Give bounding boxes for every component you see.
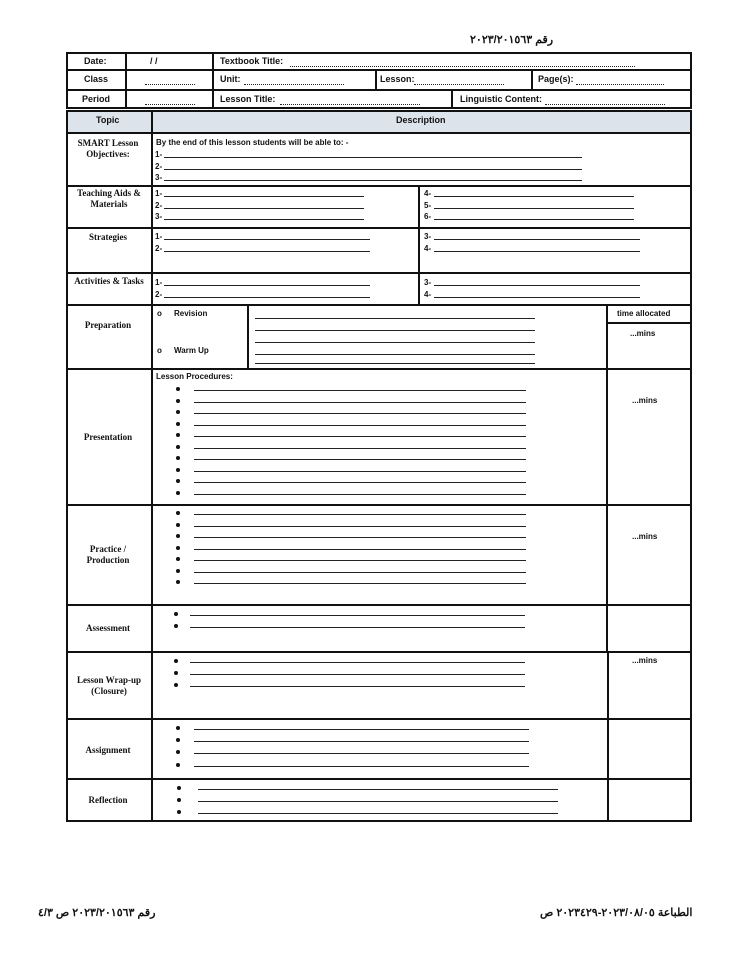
aid-line[interactable] <box>434 219 634 220</box>
bullet <box>176 468 180 472</box>
number-1: 1- <box>155 150 163 159</box>
class-label: Class <box>84 74 109 84</box>
aid-number: 1- <box>155 189 163 198</box>
strategy-line[interactable] <box>164 239 370 240</box>
activity-line[interactable] <box>164 297 370 298</box>
revision-radio[interactable]: o <box>157 309 162 318</box>
time-allocated-label: time allocated <box>617 309 671 318</box>
bullet <box>177 798 181 802</box>
presentation-line[interactable] <box>194 413 526 414</box>
bullet <box>176 422 180 426</box>
practice-line[interactable] <box>194 537 526 538</box>
warm-up-label: Warm Up <box>174 346 209 355</box>
preparation-line[interactable] <box>255 363 535 364</box>
objectives-intro: By the end of this lesson students will be able to: - <box>156 138 349 147</box>
objective-line[interactable] <box>164 157 582 158</box>
bullet <box>174 659 178 663</box>
practice-line[interactable] <box>194 583 526 584</box>
aid-line[interactable] <box>164 219 364 220</box>
bullet <box>176 456 180 460</box>
presentation-line[interactable] <box>194 471 526 472</box>
bullet <box>176 511 180 515</box>
reflection-line[interactable] <box>198 789 558 790</box>
strategies-label: Strategies <box>89 232 127 242</box>
warm-up-radio[interactable]: o <box>157 346 162 355</box>
smart-objectives-label: SMART Lesson Objectives: <box>77 138 139 159</box>
lesson-procedures-label: Lesson Procedures: <box>156 372 233 381</box>
bullet <box>174 612 178 616</box>
preparation-line[interactable] <box>255 354 535 355</box>
linguistic-content-field[interactable] <box>545 104 665 105</box>
practice-mins[interactable]: ...mins <box>632 532 658 541</box>
preparation-label: Preparation <box>84 320 132 330</box>
assessment-label: Assessment <box>86 623 130 633</box>
wrap-up-line[interactable] <box>190 674 525 675</box>
bullet <box>174 624 178 628</box>
reflection-line[interactable] <box>198 801 558 802</box>
bullet <box>176 763 180 767</box>
presentation-label: Presentation <box>83 432 133 442</box>
presentation-line[interactable] <box>194 390 526 391</box>
lesson-title-label: Lesson Title: <box>220 94 276 104</box>
topic-heading: Topic <box>96 115 120 125</box>
bullet <box>176 433 180 437</box>
bullet <box>176 479 180 483</box>
aid-line[interactable] <box>164 208 364 209</box>
description-heading: Description <box>396 115 446 125</box>
activities-label: Activities & Tasks <box>74 276 144 286</box>
footer-print-info: الطباعة ٢٠٢٣/٠٨/٠٥-٢٠٢٣٤٢٩ ص <box>540 907 693 919</box>
activity-number: 4- <box>424 290 432 299</box>
bullet <box>176 750 180 754</box>
activity-number: 2- <box>155 290 163 299</box>
aid-number: 2- <box>155 201 163 210</box>
reflection-line[interactable] <box>198 813 558 814</box>
presentation-line[interactable] <box>194 459 526 460</box>
aid-number: 4- <box>424 189 432 198</box>
strategy-number: 2- <box>155 244 163 253</box>
bullet <box>176 726 180 730</box>
bullet <box>176 557 180 561</box>
period-label: Period <box>82 94 111 104</box>
activity-number: 3- <box>424 278 432 287</box>
bullet <box>176 580 180 584</box>
bullet <box>176 534 180 538</box>
assignment-label: Assignment <box>85 745 131 755</box>
bullet <box>176 410 180 414</box>
teaching-aids-label: Teaching Aids & Materials <box>77 188 141 209</box>
wrap-up-line[interactable] <box>190 686 525 687</box>
period-field[interactable] <box>145 104 195 105</box>
practice-line[interactable] <box>194 572 526 573</box>
preparation-line[interactable] <box>255 342 535 343</box>
practice-line[interactable] <box>194 549 526 550</box>
preparation-line[interactable] <box>255 318 535 319</box>
bullet <box>176 523 180 527</box>
objective-line[interactable] <box>164 180 582 181</box>
bullet <box>176 738 180 742</box>
presentation-line[interactable] <box>194 402 526 403</box>
assignment-line[interactable] <box>194 729 529 730</box>
lesson-field[interactable] <box>414 84 504 85</box>
aid-number: 3- <box>155 212 163 221</box>
linguistic-content-label: Linguistic Content: <box>460 94 542 104</box>
objective-line[interactable] <box>164 169 582 170</box>
aid-number: 6- <box>424 212 432 221</box>
presentation-line[interactable] <box>194 425 526 426</box>
aid-line[interactable] <box>434 196 634 197</box>
textbook-title-label: Textbook Title: <box>220 56 284 66</box>
assignment-line[interactable] <box>194 766 529 767</box>
pages-label: Page(s): <box>538 74 574 84</box>
number-3: 3- <box>155 173 163 182</box>
date-value[interactable]: / / <box>150 56 158 66</box>
bullet <box>176 445 180 449</box>
activity-number: 1- <box>155 278 163 287</box>
presentation-line[interactable] <box>194 494 526 495</box>
practice-line[interactable] <box>194 526 526 527</box>
wrap-up-line[interactable] <box>190 662 525 663</box>
aid-number: 5- <box>424 201 432 210</box>
textbook-title-field[interactable] <box>290 66 635 67</box>
lesson-label: Lesson: <box>380 74 415 84</box>
aid-line[interactable] <box>164 196 364 197</box>
unit-field[interactable] <box>244 84 344 85</box>
activity-line[interactable] <box>434 285 640 286</box>
strategy-number: 3- <box>424 232 432 241</box>
header-fields <box>66 52 692 109</box>
assessment-line[interactable] <box>190 615 525 616</box>
wrap-up-label: Lesson Wrap-up (Closure) <box>77 675 141 696</box>
strategy-line[interactable] <box>434 251 640 252</box>
wrap-up-mins[interactable]: ...mins <box>632 656 658 665</box>
aid-line[interactable] <box>434 208 634 209</box>
strategy-number: 4- <box>424 244 432 253</box>
practice-production-label: Practice / Production <box>86 544 130 565</box>
activity-line[interactable] <box>434 297 640 298</box>
bullet <box>177 786 181 790</box>
strategy-line[interactable] <box>164 251 370 252</box>
preparation-mins[interactable]: ...mins <box>630 329 656 338</box>
presentation-line[interactable] <box>194 482 526 483</box>
footer-reference: رقم ٢٠٢٣/٢٠١٥٦٣ ص ٤/٣ <box>38 907 156 919</box>
date-label: Date: <box>84 56 107 66</box>
lesson-title-field[interactable] <box>280 104 420 105</box>
assignment-line[interactable] <box>194 753 529 754</box>
bullet <box>176 399 180 403</box>
activity-line[interactable] <box>164 285 370 286</box>
presentation-line[interactable] <box>194 448 526 449</box>
strategy-number: 1- <box>155 232 163 241</box>
bullet <box>177 810 181 814</box>
practice-line[interactable] <box>194 560 526 561</box>
assessment-line[interactable] <box>190 627 525 628</box>
bullet <box>176 569 180 573</box>
practice-line[interactable] <box>194 514 526 515</box>
presentation-line[interactable] <box>194 436 526 437</box>
pages-field[interactable] <box>576 84 664 85</box>
bullet <box>176 491 180 495</box>
bullet <box>176 387 180 391</box>
preparation-line[interactable] <box>255 330 535 331</box>
document-reference: رقم ٢٠٢٣/٢٠١٥٦٣ <box>470 34 554 46</box>
class-field[interactable] <box>145 84 195 85</box>
bullet <box>176 546 180 550</box>
reflection-label: Reflection <box>88 795 128 805</box>
revision-label: Revision <box>174 309 208 318</box>
bullet <box>174 671 178 675</box>
unit-label: Unit: <box>220 74 241 84</box>
presentation-mins[interactable]: ...mins <box>632 396 658 405</box>
bullet <box>174 683 178 687</box>
number-2: 2- <box>155 162 163 171</box>
assignment-line[interactable] <box>194 741 529 742</box>
strategy-line[interactable] <box>434 239 640 240</box>
